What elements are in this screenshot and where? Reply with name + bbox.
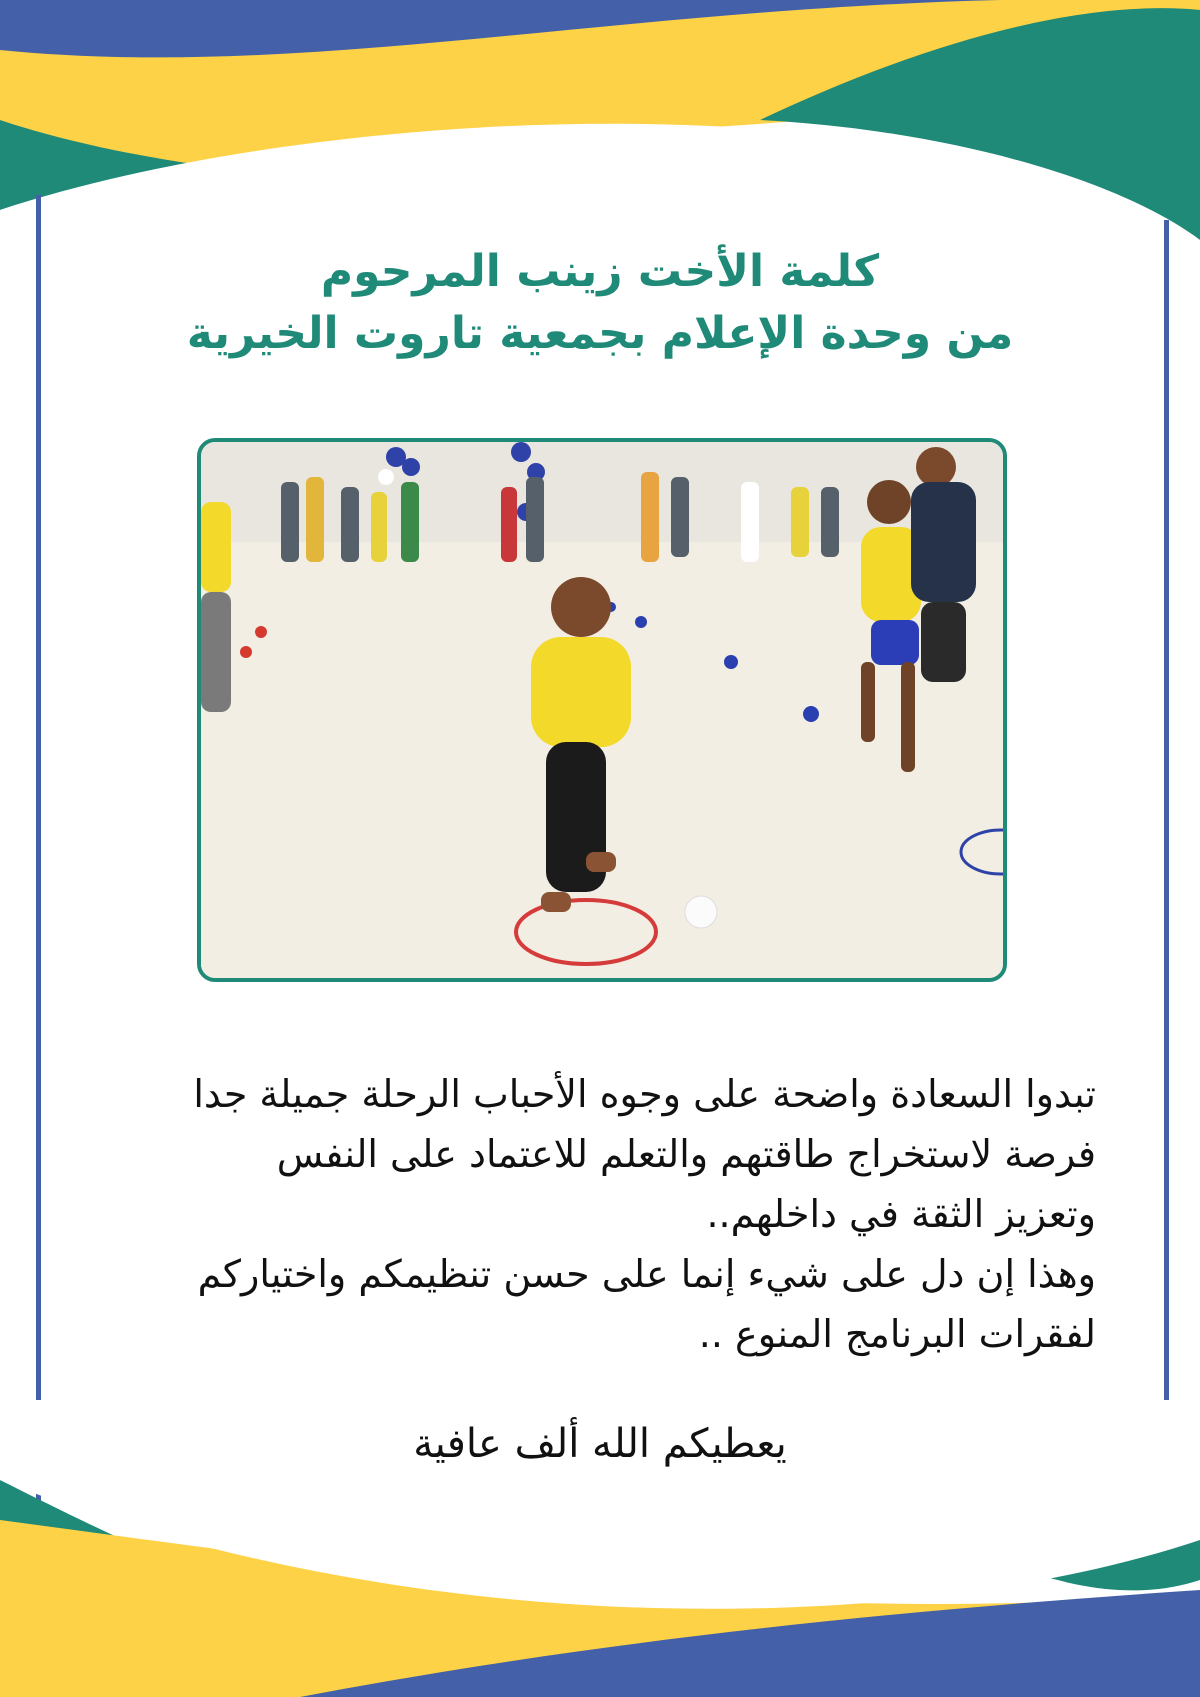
left-border-line bbox=[36, 195, 41, 1515]
event-photo-illustration bbox=[201, 442, 1003, 978]
body-line-3: وتعزيز الثقة في داخلهم.. bbox=[706, 1192, 1096, 1236]
white-ball bbox=[685, 896, 717, 928]
closing-line: يعطيكم الله ألف عافية bbox=[413, 1421, 787, 1467]
body-line-1: تبدوا السعادة واضحة على وجوه الأحباب الرحلة جميلة جدا bbox=[193, 1072, 1096, 1116]
body-line-4: وهذا إن دل على شيء إنما على حسن تنظيمكم واختياركم bbox=[197, 1252, 1096, 1296]
page-title-line-2: من وحدة الإعلام بجمعية تاروت الخيرية bbox=[186, 308, 1014, 359]
left-child bbox=[201, 502, 231, 712]
body-line-5: لفقرات البرنامج المنوع .. bbox=[698, 1312, 1096, 1356]
body-line-2: فرصة لاستخراج طاقتهم والتعلم للاعتماد على النفس bbox=[276, 1132, 1096, 1176]
page-title-line-1: كلمة الأخت زينب المرحوم bbox=[320, 246, 880, 297]
right-border-line bbox=[1164, 220, 1169, 1550]
event-photo bbox=[197, 438, 1007, 982]
body-paragraph bbox=[104, 1064, 1096, 1364]
